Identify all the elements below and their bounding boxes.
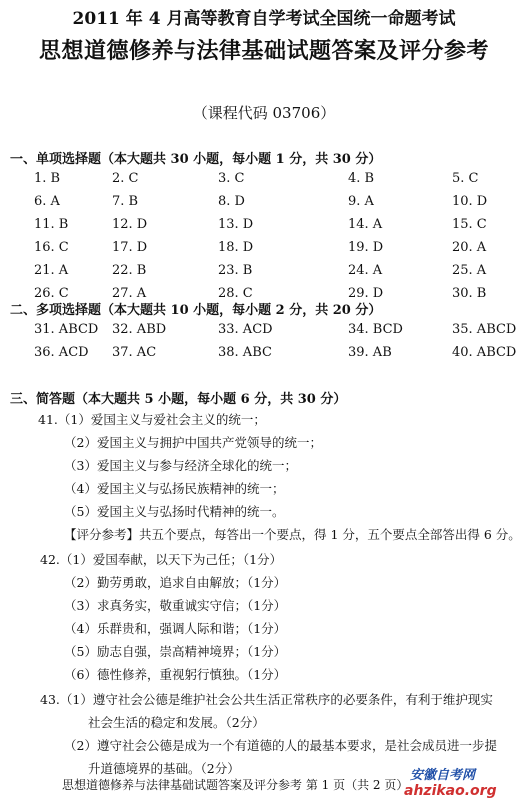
answer-item: 3. C [218, 171, 245, 186]
answer-item: 28. C [218, 286, 253, 301]
single-choice-heading: 一、单项选择题（本大题共 30 小题，每小题 1 分，共 30 分） [10, 152, 382, 167]
answer-item: 18. D [218, 240, 254, 255]
course-code: （课程代码 03706） [192, 104, 336, 122]
answer-item: 15. C [452, 217, 487, 232]
answer-item: 2. C [112, 171, 139, 186]
watermark-logo-url: ahzikao.org [404, 783, 497, 799]
answer-item: 36. ACD [34, 345, 89, 360]
answer-item: 11. B [34, 217, 69, 232]
answer-item: 39. AB [348, 345, 392, 360]
answer-line: （5）爱国主义与弘扬时代精神的统一。 [64, 504, 285, 519]
answer-item: 40. ABCD [452, 345, 517, 360]
scoring-note: 【评分参考】共五个要点，每答出一个要点，得 1 分，五个要点全部答出得 6 分。 [64, 527, 521, 542]
answer-line: （4）乐群贵和，强调人际和谐；（1分） [64, 621, 287, 636]
answer-item: 29. D [348, 286, 384, 301]
answer-line: （5）励志自强，崇高精神境界；（1分） [64, 644, 287, 659]
answer-item: 24. A [348, 263, 383, 278]
answer-item: 19. D [348, 240, 384, 255]
answer-line: （3）求真务实，敬重诚实守信；（1分） [64, 598, 287, 613]
answer-item: 34. BCD [348, 322, 403, 337]
answer-line: （2）爱国主义与拥护中国共产党领导的统一； [64, 435, 322, 450]
answer-item: 22. B [112, 263, 147, 278]
answer-item: 31. ABCD [34, 322, 99, 337]
answer-line: （2）勤劳勇敢，追求自由解放；（1分） [64, 575, 287, 590]
answer-item: 10. D [452, 194, 488, 209]
answer-item: 1. B [34, 171, 61, 186]
answer-item: 32. ABD [112, 322, 167, 337]
answer-item: 16. C [34, 240, 69, 255]
answer-item: 4. B [348, 171, 375, 186]
answer-item: 13. D [218, 217, 254, 232]
answer-item: 26. C [34, 286, 69, 301]
answer-item: 21. A [34, 263, 69, 278]
answer-item: 23. B [218, 263, 253, 278]
answer-item: 7. B [112, 194, 139, 209]
answer-line: 41.（1）爱国主义与爱社会主义的统一； [38, 412, 266, 427]
answer-line: （4）爱国主义与弘扬民族精神的统一； [64, 481, 285, 496]
exam-line: 2011 年 4 月高等教育自学考试全国统一命题考试 [72, 9, 456, 29]
answer-item: 25. A [452, 263, 487, 278]
page-title: 思想道德修养与法律基础试题答案及评分参考 [38, 38, 489, 64]
answer-item: 9. A [348, 194, 374, 209]
answer-item: 20. A [452, 240, 487, 255]
answer-item: 12. D [112, 217, 148, 232]
answer-item: 30. B [452, 286, 487, 301]
answer-item: 14. A [348, 217, 383, 232]
answer-item: 17. D [112, 240, 148, 255]
answer-item: 35. ABCD [452, 322, 517, 337]
answer-item: 27. A [112, 286, 147, 301]
answer-line: 42.（1）爱国奉献，以天下为己任；（1分） [40, 552, 283, 567]
answer-line: 43.（1）遵守社会公德是维护社会公共生活正常秩序的必要条件，有利于维护现实 [40, 692, 493, 707]
answer-item: 37. AC [112, 345, 157, 360]
answer-item: 5. C [452, 171, 479, 186]
answer-item: 6. A [34, 194, 60, 209]
answer-item: 38. ABC [218, 345, 272, 360]
answer-line: 社会生活的稳定和发展。（2分） [88, 715, 265, 730]
multiple-choice-heading: 二、多项选择题（本大题共 10 小题，每小题 2 分，共 20 分） [10, 303, 382, 318]
short-answer-heading: 三、简答题（本大题共 5 小题，每小题 6 分，共 30 分） [10, 392, 347, 407]
answer-line: （6）德性修养，重视躬行慎独。（1分） [64, 667, 287, 682]
answer-item: 33. ACD [218, 322, 273, 337]
answer-item: 8. D [218, 194, 245, 209]
answer-line: （2）遵守社会公德是成为一个有道德的人的最基本要求，是社会成员进一步提 [64, 738, 497, 753]
answer-line: （3）爱国主义与参与经济全球化的统一； [64, 458, 297, 473]
page-footer: 思想道德修养与法律基础试题答案及评分参考 第 1 页（共 2 页） [62, 778, 409, 792]
watermark-logo-cn: 安徽自考网 [410, 768, 476, 783]
answer-line: 升道德境界的基础。（2分） [88, 761, 240, 776]
